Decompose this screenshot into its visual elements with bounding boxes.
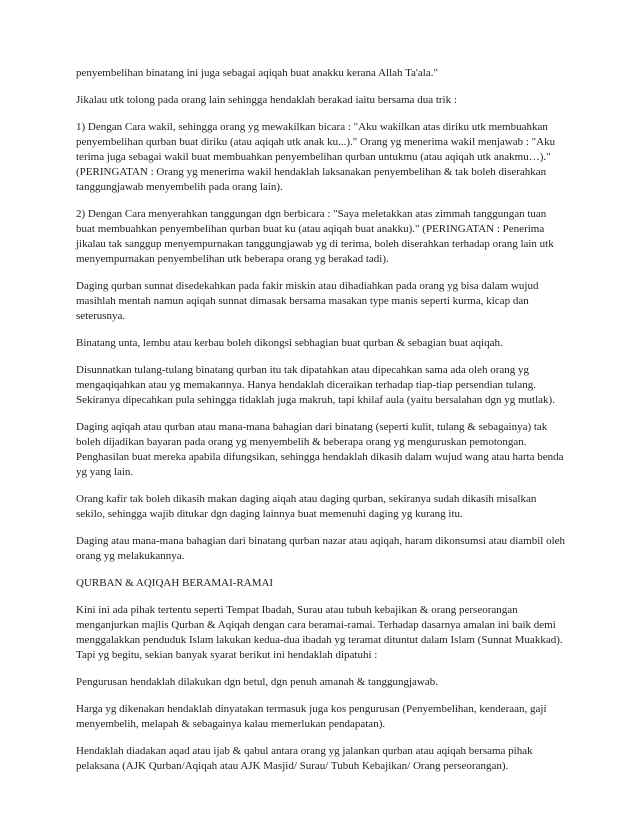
paragraph-8: Daging aqiqah atau qurban atau mana-mana bahagian dari binatang (seperti kulit, tulang & sebagainya) tak boleh dijadikan bayaran pada orang yg menyembelih & beberapa orang yg menguruskan pemotongan. Penghasilan buat mereka apabila difungsikan, sehingga hendaklah dikasih dalam wujud wang atau harta benda yg yang lain. <box>76 421 564 478</box>
paragraph-6: Binatang unta, lembu atau kerbau boleh dikongsi sebhagian buat qurban & sebagian buat aqiqah. <box>76 337 503 349</box>
paragraph-3: 1) Dengan Cara wakil, sehingga orang yg mewakilkan bicara : "Aku wakilkan atas diriku utk membuahkan penyembelihan qurban buat diriku (atau aqiqah utk anak ku...)." Orang yg menerima wakil menjawab : "Aku terima juga sebagai wakil buat membuahkan penyembelihan qurban untukmu (atau aqiqah utk anakmu…)." (PERINGATAN : Orang yg menerima wakil hendaklah laksanakan penyembelihan & tak boleh diserahkan tanggungjawab menyembelih pada orang lain). <box>76 121 556 193</box>
paragraph-14: Harga yg dikenakan hendaklah dinyatakan termasuk juga kos pengurusan (Penyembelihan, kenderaan, gaji menyembelih, melapah & sebagainya kalau memerlukan pendapatan). <box>76 703 547 730</box>
paragraph-5: Daging qurban sunnat disedekahkan pada fakir miskin atau dihadiahkan pada orang yg bisa dalam wujud masihlah mentah namun aqiqah sunnat dimasak bersama masakan type manis seperti kurma, kicap dan seterusnya. <box>76 280 539 322</box>
paragraph-10: Daging atau mana-mana bahagian dari binatang qurban nazar atau aqiqah, haram dikonsumsi atau diambil oleh orang yg melakukannya. <box>76 535 566 562</box>
paragraph-13: Pengurusan hendaklah dilakukan dgn betul, dgn penuh amanah & tanggungjawab. <box>76 676 438 688</box>
paragraph-9: Orang kafir tak boleh dikasih makan daging aiqah atau daging qurban, sekiranya sudah dikasih misalkan sekilo, sehingga wajib ditukar dgn daging lainnya buat memenuhi daging yg kurang itu. <box>76 493 537 520</box>
paragraph-4: 2) Dengan Cara menyerahkan tanggungan dgn berbicara : "Saya meletakkan atas zimmah tanggungan tuan buat membuahkan penyembelihan qurban buat ku (atau aqiqah buat anakku)." (PERINGATAN : Penerima jikalau tak sanggup menyempurnakan tanggungjawab yg di terima, boleh diserahkan terhadap orang lain utk menyempurnakan penyembelihan utk beberapa orang yg berakad tadi). <box>76 208 554 265</box>
paragraph-12: Kini ini ada pihak tertentu seperti Tempat Ibadah, Surau atau tubuh kebajikan & orang perseorangan menganjurkan majlis Qurban & Aqiqah dengan cara beramai-ramai. Terhadap dasarnya amalan ini baik demi menggalakkan penduduk Islam lakukan kedua-dua ibadah yg teramat dituntut dalam Islam (Sunnat Muakkad). Tapi yg begitu, sekian banyak syarat berikut ini hendaklah dipatuhi : <box>76 604 563 661</box>
section-heading: QURBAN & AQIQAH BERAMAI-RAMAI <box>76 577 274 589</box>
paragraph-15: Hendaklah diadakan aqad atau ijab & qabul antara orang yg jalankan qurban atau aqiqah bersama pihak pelaksana (AJK Qurban/Aqiqah atau AJK Masjid/ Surau/ Tubuh Kebajikan/ Orang perseorangan). <box>76 745 533 772</box>
document-page <box>76 66 570 786</box>
paragraph-2: Jikalau utk tolong pada orang lain sehingga hendaklah berakad iaitu bersama dua trik : <box>76 94 457 106</box>
paragraph-7: Disunnatkan tulang-tulang binatang qurban itu tak dipatahkan atau dipecahkan sama ada oleh orang yg mengaqiqahkan atau yg memakannya. Hanya hendaklah diceraikan terhadap tiap-tiap persendian tulang. Sekiranya dipecahkan pula sehingga tidaklah juga makruh, tapi khilaf aula (yaitu bersalahan dgn yg mutlak). <box>76 364 555 406</box>
paragraph-1: penyembelihan binatang ini juga sebagai aqiqah buat anakku kerana Allah Ta'ala." <box>76 67 438 79</box>
